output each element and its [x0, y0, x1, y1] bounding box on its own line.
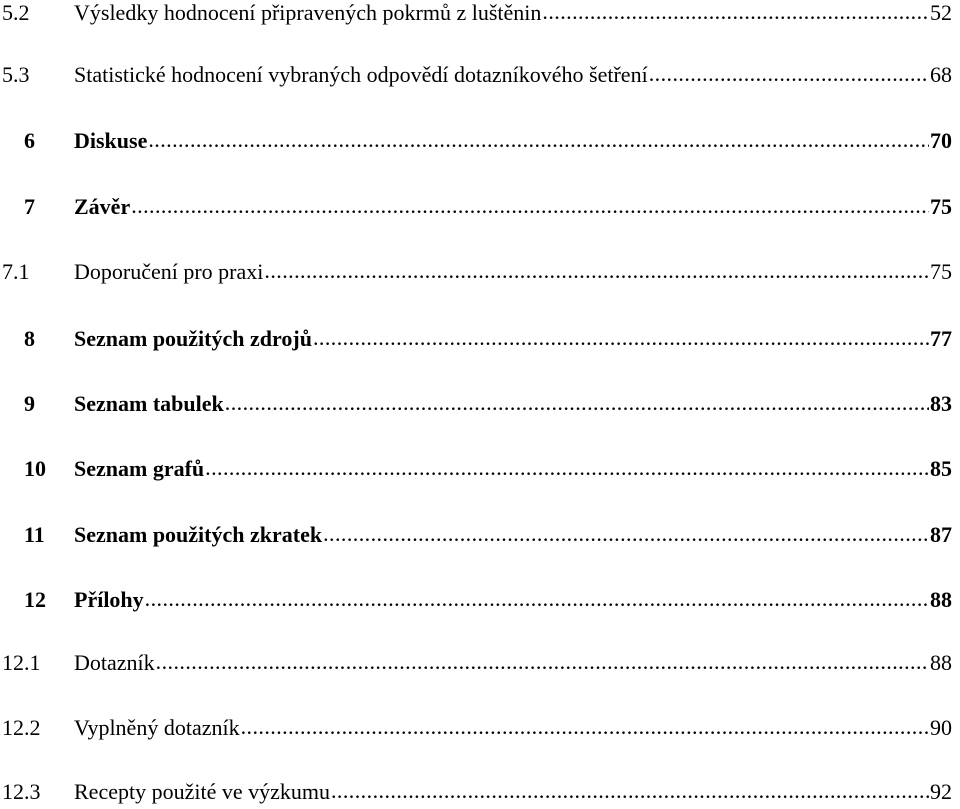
toc-entry-page: 70 — [930, 128, 952, 153]
toc-entry-number: 11 — [24, 522, 45, 547]
toc-entry-8[interactable] — [0, 324, 952, 354]
toc-entry-title: Recepty použité ve výzkumu — [74, 779, 330, 804]
toc-entry-page: 88 — [930, 650, 952, 675]
dot-leader — [542, 0, 929, 20]
toc-entry-title: Závěr — [74, 194, 131, 219]
toc-entry-title: Výsledky hodnocení připravených pokrmů z luštěnin — [74, 0, 542, 25]
toc-entry-page: 52 — [930, 0, 952, 25]
toc-entry-number: 9 — [24, 391, 35, 416]
toc-entry-number: 5.2 — [2, 0, 30, 25]
toc-entry-number: 12.1 — [2, 650, 41, 675]
dot-leader — [241, 713, 929, 735]
toc-entry-number: 7 — [24, 194, 35, 219]
toc-entry-page: 88 — [930, 587, 952, 612]
toc-entry-title: Přílohy — [74, 587, 144, 612]
toc-entry-10[interactable] — [0, 454, 952, 484]
toc-entry-number: 12 — [24, 587, 46, 612]
dot-leader — [264, 257, 929, 279]
toc-entry-12[interactable] — [0, 585, 952, 615]
toc-entry-page: 83 — [930, 391, 952, 416]
toc-entry-number: 7.1 — [2, 259, 30, 284]
toc-entry-title: Seznam tabulek — [74, 391, 224, 416]
toc-entry-9[interactable] — [0, 389, 952, 419]
toc-entry-12-1[interactable] — [0, 648, 952, 678]
dot-leader — [131, 192, 929, 214]
toc-entry-title: Dotazník — [74, 650, 155, 675]
toc-entry-page: 75 — [930, 259, 952, 284]
toc-entry-title: Diskuse — [74, 128, 148, 153]
toc-entry-page: 75 — [930, 194, 952, 219]
toc-entry-title: Seznam použitých zdrojů — [74, 326, 312, 351]
toc-entry-7-1[interactable] — [0, 257, 952, 287]
toc-entry-page: 77 — [930, 326, 952, 351]
dot-leader — [649, 60, 929, 82]
toc-entry-page: 92 — [930, 779, 952, 804]
dot-leader — [148, 126, 929, 148]
toc-entry-6[interactable] — [0, 126, 952, 156]
dot-leader — [145, 585, 929, 607]
toc-entry-title: Doporučení pro praxi — [74, 259, 264, 284]
dot-leader — [205, 454, 929, 476]
toc-entry-title: Seznam grafů — [74, 456, 205, 481]
toc-entry-number: 5.3 — [2, 62, 30, 87]
toc-entry-number: 12.3 — [2, 779, 41, 804]
toc-entry-title: Statistické hodnocení vybraných odpovědí dotazníkového šetření — [74, 62, 648, 87]
dot-leader — [323, 520, 929, 542]
toc-entry-5-3[interactable] — [0, 60, 952, 90]
dot-leader — [313, 324, 929, 346]
dot-leader — [225, 389, 929, 411]
toc-entry-page: 90 — [930, 715, 952, 740]
dot-leader — [331, 777, 929, 799]
dot-leader — [156, 648, 929, 670]
toc-entry-5-2[interactable] — [0, 0, 952, 28]
toc-entry-title: Seznam použitých zkratek — [74, 522, 323, 547]
toc-entry-7[interactable] — [0, 192, 952, 222]
toc-entry-12-2[interactable] — [0, 713, 952, 743]
toc-entry-page: 87 — [930, 522, 952, 547]
toc-entry-number: 8 — [24, 326, 35, 351]
toc-entry-number: 6 — [24, 128, 35, 153]
toc-entry-title: Vyplněný dotazník — [74, 715, 240, 740]
toc-entry-page: 85 — [930, 456, 952, 481]
toc-entry-number: 12.2 — [2, 715, 41, 740]
toc-entry-page: 68 — [930, 62, 952, 87]
toc-entry-number: 10 — [24, 456, 46, 481]
toc-entry-11[interactable] — [0, 520, 952, 550]
toc-entry-12-3[interactable] — [0, 777, 952, 807]
